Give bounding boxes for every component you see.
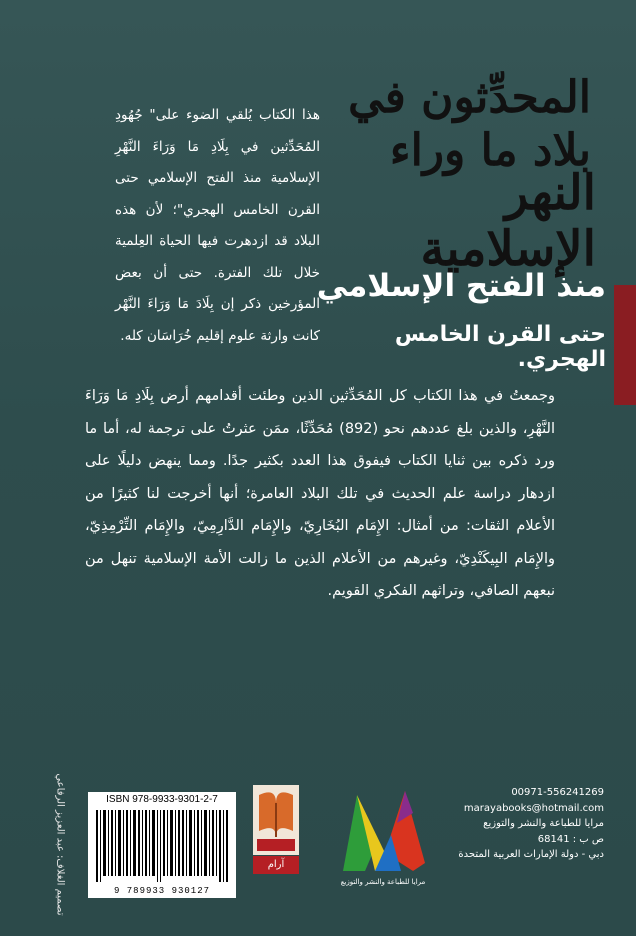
aram-logo-icon (253, 785, 299, 855)
design-credit (50, 745, 70, 925)
contact-email: marayabooks@hotmail.com (463, 802, 604, 814)
isbn-label: ISBN 978-9933-9301-2-7 (106, 794, 218, 805)
book-title-line2: النهر الإسلامية (420, 165, 596, 277)
contact-publisher: مرايا للطباعة والنشر والتوزيع (483, 818, 604, 829)
contact-address: دبي - دولة الإمارات العربية المتحدة (458, 849, 604, 860)
book-title-line1: المحدِّثون في بلاد ما وراء (348, 72, 591, 176)
intro-paragraph: هذا الكتاب يُلقي الضوء على" جُهُودِ المُحَدِّثين في بِلَادِ مَا وَرَاءَ النَّهْرِ الإسلامية منذ الفتح الإسلامي حتى القرن الخامس الهجري"؛ لأن هذه البلاد قد ازدهرت فيها الحياة العِلمية خلال تلك الفترة. حتى أن بعض المؤرخين ذكر إن بِلَادَ مَا وَرَاءَ النَّهْر كانت وارثة علوم إقليم خُرَاسَان كله. (115, 107, 320, 344)
maraya-logo-icon (335, 783, 430, 878)
red-edge-tab (614, 285, 636, 405)
design-credit-text: تصميم الغلاف: عبد العزيز الرفاعي (54, 773, 66, 916)
maraya-caption: مرايا للطباعة والنشر والتوزيع (340, 878, 426, 886)
publisher-contact (454, 785, 604, 863)
body-paragraph: وجمعتُ في هذا الكتاب كل المُحَدِّثين الذين وطئت أقدامهم أرض بِلَادِ مَا وَرَاءَ النَّهْرِ، والذين بلغ عددهم نحو (892) مُحَدِّثًا، ممَن عثرتُ على ترجمة له، أما ما ورد ذكره بين ثنايا الكتاب فيفوق هذا العدد بكثير جدًا. ومما ينهض دليلًا على ازدهار دراسة علم الحديث في تلك البلاد العامرة؛ أنها أخرجت لنا كثيرًا من الأعلام الثقات: من أمثال: الإِمَام البُخَارِيّ، والإِمَام الدَّارِمِيّ، والإِمَام التِّرْمِذِيّ، والإِمَام البِيكَنْدِيّ، وغيرهم من الأعلام الذين ما زالت الأمة الإسلامية تنهل من نبعهم الصافي، وتراثهم الفكري القويم. (85, 388, 555, 599)
contact-pobox: ص ب : 68141 (537, 833, 604, 845)
barcode-number: 9 789933 930127 (113, 886, 210, 896)
barcode-icon (94, 810, 230, 882)
subtitle-line2: حتى القرن الخامس الهجري. (394, 322, 606, 372)
aram-logo-text: آرام (253, 856, 299, 874)
subtitle-line1: منذ الفتح الإسلامي (316, 268, 606, 304)
contact-phone: 00971-556241269 (511, 787, 604, 798)
barcode (88, 792, 236, 898)
